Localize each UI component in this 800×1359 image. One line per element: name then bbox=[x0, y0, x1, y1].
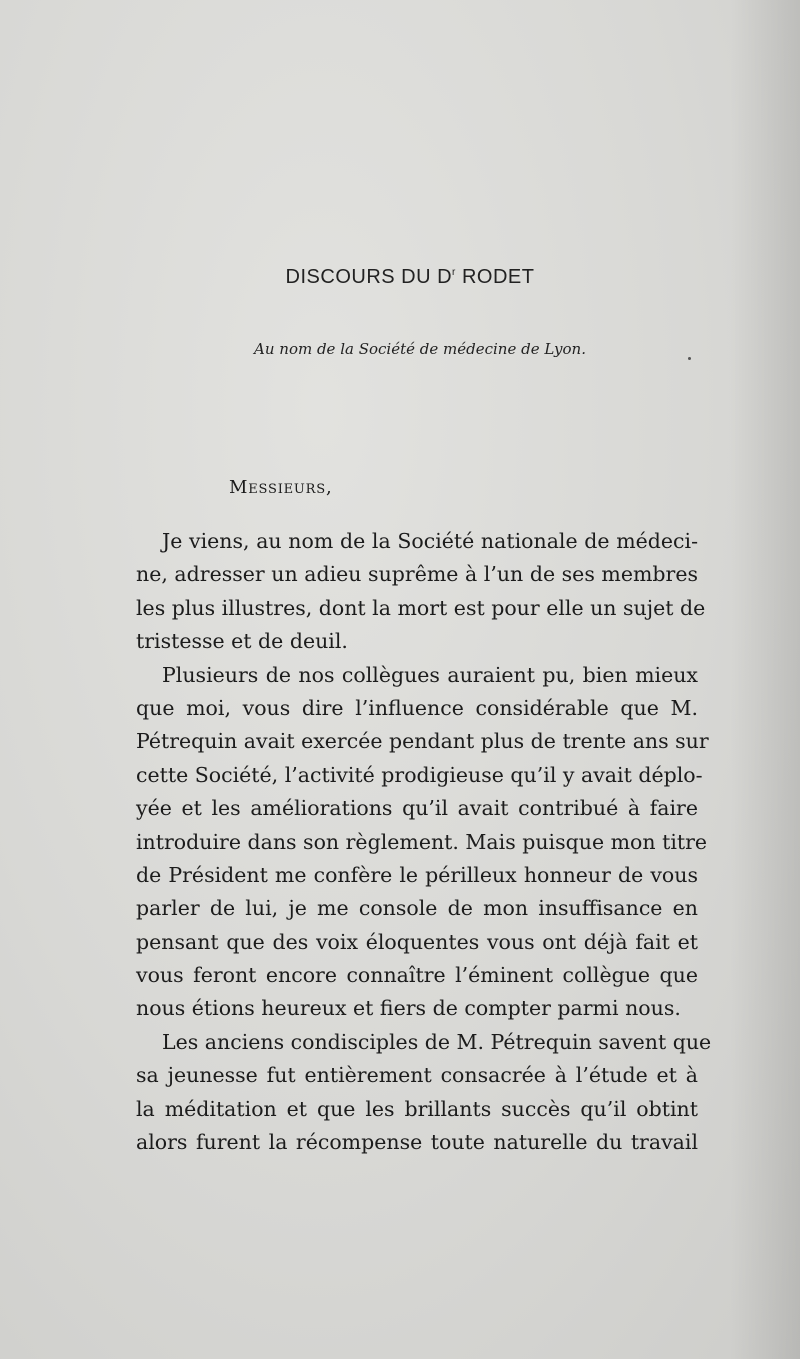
text-line: Je viens, au nom de la Société nationale de médeci- bbox=[162, 529, 698, 553]
page-subtitle: Au nom de la Société de médecine de Lyon. bbox=[254, 340, 586, 358]
text-line: nous étions heureux et fiers de compter parmi nous. bbox=[136, 996, 681, 1021]
text-line: vous feront encore connaître l’éminent collègue que bbox=[136, 963, 698, 988]
text-line: yée et les améliorations qu’il avait contribué à faire bbox=[136, 796, 698, 821]
title-superscript: r bbox=[452, 267, 456, 278]
title-end: RODET bbox=[455, 266, 535, 288]
text-line: tristesse et de deuil. bbox=[136, 629, 348, 654]
text-line: les plus illustres, dont la mort est pour elle un sujet de bbox=[136, 595, 706, 620]
text-line: la méditation et que les brillants succès qu’il obtint bbox=[136, 1096, 698, 1121]
text-line: Plusieurs de nos collègues auraient pu, bien mieux bbox=[162, 662, 698, 687]
text-line: introduire dans son règlement. Mais puisque mon titre bbox=[136, 829, 708, 854]
text-line: alors furent la récompense toute naturelle du travail bbox=[136, 1130, 698, 1155]
text-line: de Président me confère le périlleux honneur de vous bbox=[136, 862, 698, 887]
salutation: Messieurs, bbox=[229, 477, 333, 498]
text-line: cette Société, l’activité prodigieuse qu’il y avait déplo- bbox=[136, 762, 703, 787]
body-text bbox=[136, 525, 712, 1159]
title-main: DISCOURS DU D bbox=[285, 266, 453, 288]
text-line: ne, adresser un adieu suprême à l’un de ses membres bbox=[136, 562, 698, 587]
page-title bbox=[0, 266, 800, 289]
text-line: que moi, vous dire l’influence considérable que M. bbox=[136, 695, 698, 720]
text-line: sa jeunesse fut entièrement consacrée à l’étude et à bbox=[136, 1063, 698, 1088]
text-line: parler de lui, je me console de mon insuffisance en bbox=[136, 896, 698, 921]
ink-speck bbox=[688, 357, 691, 360]
text-line: Pétrequin avait exercée pendant plus de trente ans sur bbox=[136, 729, 709, 754]
text-line: Les anciens condisciples de M. Pétrequin savent que bbox=[162, 1029, 712, 1054]
text-line: pensant que des voix éloquentes vous ont déjà fait et bbox=[136, 929, 698, 954]
